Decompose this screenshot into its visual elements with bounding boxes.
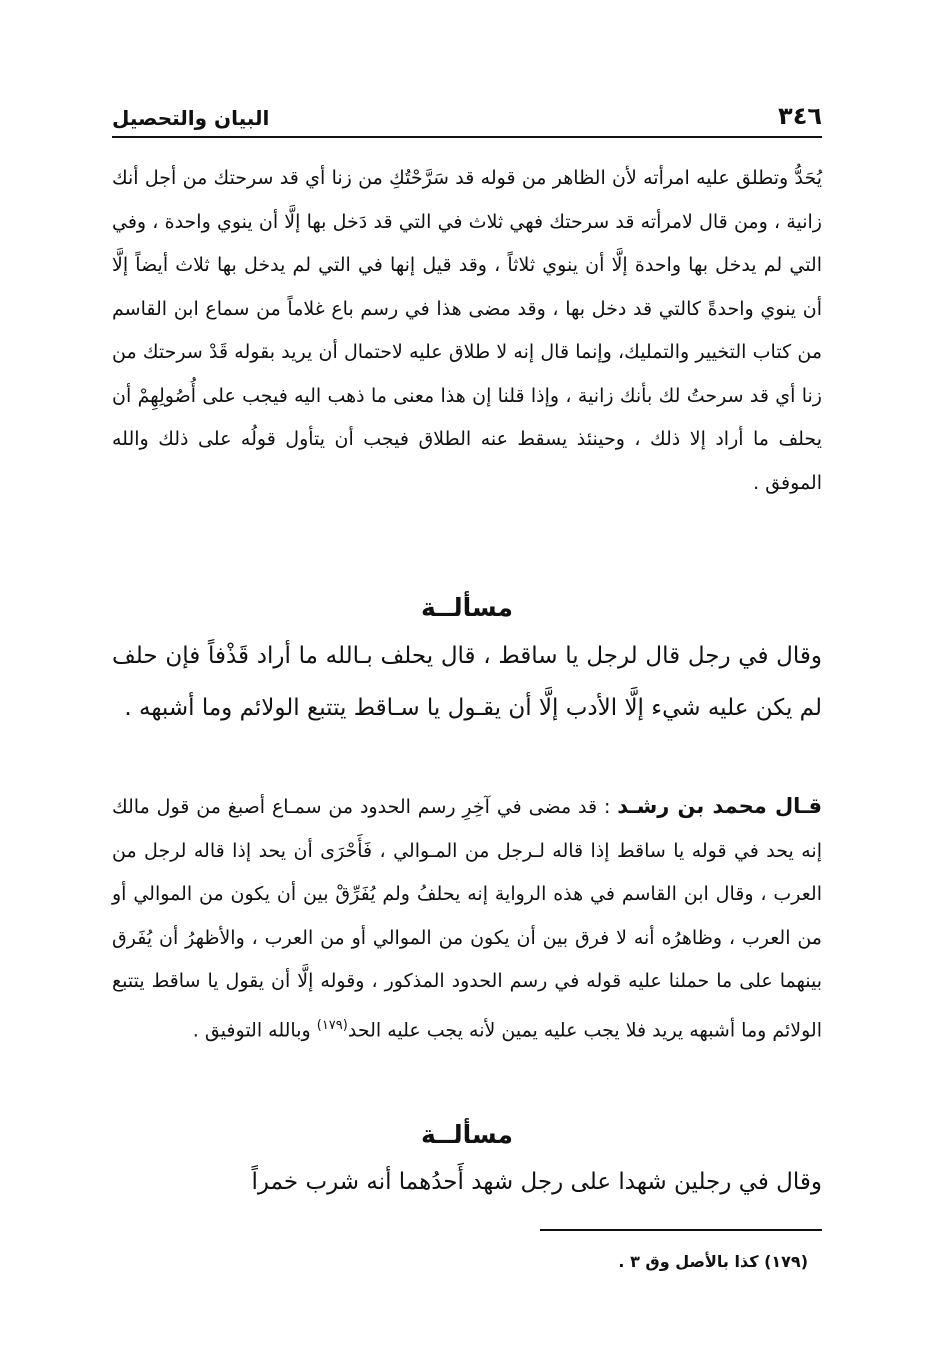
paragraph-3-body: : قد مضى في آخِرِ رسم الحدود من سمـاع أصبغ من قول مالك إنه يحد في قوله يا ساقط إذا قاله لـرجل من المـوالي ، فَأَحْرَى أن يحد إذا قاله لرجل من العرب ، وقال ابن القاسم في هذه الرواية إنه يحلفُ ولم يُفَرِّقْ بين أن يكون من الموالي أو من العرب ، وظاهرُه أنه لا فرق بين أن يكون من الموالي أو من العرب ، والأظهرُ أن يُفَرق بينهما على ما حملنا عليه قوله في رسم الحدود المذكور ، وقوله إلَّا أن يقول يا ساقط يتتبع الولائم وما أشبهه يريد فلا يجب عليه يمين لأنه يجب عليه الحد [112,796,822,1041]
footnote: (١٧٩) كذا بالأصل وق ٣ . [618,1252,808,1271]
section-heading-2: مسألــة [421,1120,513,1149]
paragraph-3 [112,785,822,1052]
page-number: ٣٤٦ [778,102,822,130]
page-header [112,96,822,138]
paragraph-1: يُحَدُّ وتطلق عليه امرأته لأن الظاهر من قوله قد سَرَّحْتُكِ من زنا أي قد سرحتك من أجل أنك زانية ، ومن قال لامرأته قد سرحتك فهي ثلاث في التي قد دَخل بها إلَّا أن ينوي واحدة ، وفي التي لم يدخل بها واحدة إلَّا أن ينوي ثلاثاً ، وقد قيل إنها في التي لم يدخل بها ثلاث أيضاً إلَّا أن ينوي واحدةً كالتي قد دخل بها ، وقد مضى هذا في رسم باع غلاماً من سماع ابن القاسم من كتاب التخيير والتمليك، وإنما قال إنه لا طلاق عليه لاحتمال أن يريد بقوله قَدْ سرحتك من زنا أي قد سرحتُ لك بأنك زانية ، وإذا قلنا إن هذا معنى ما ذهب اليه فيجب على أُصُولِهِمْ أن يحلف ما أراد إلا ذلك ، وحينئذ يسقط عنه الطلاق فيجب أن يتأول قولُه على ذلك والله الموفق . [112,167,822,494]
running-title: البيان والتحصيل [112,106,270,130]
footnote-divider [540,1229,822,1231]
paragraph-2: وقال في رجل قال لرجل يا ساقط ، قال يحلف بـالله ما أراد قَذْفاً فإن حلف لم يكن عليه شيء إلَّا الأدب إلَّا أن يقـول يا سـاقط يتتبع الولائم وما أشبهه . [112,643,822,721]
paragraph-4: وقال في رجلين شهدا على رجل شهد أَحدُهما أنه شرب خمراً [251,1169,822,1195]
footnote-reference[interactable]: (١٧٩) [316,1017,348,1033]
paragraph-3-lead: قـال محمد بن رشـد [617,794,822,818]
paragraph-3-end: وبالله التوفيق . [192,1018,317,1041]
section-heading-1: مسألــة [421,593,513,622]
